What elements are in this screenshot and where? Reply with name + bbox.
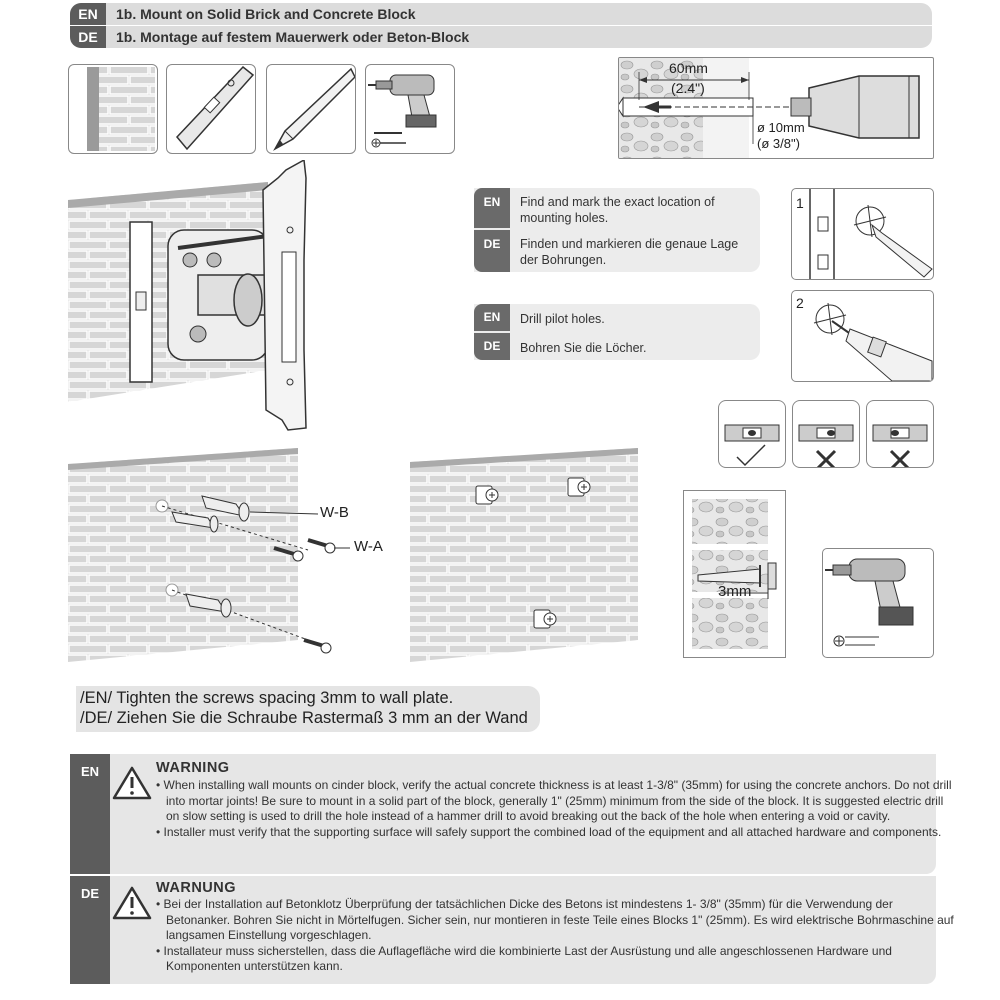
step1-number: 1: [796, 195, 804, 211]
warning-panel-de: [70, 876, 954, 984]
drill-depth-mm: 60mm: [669, 60, 708, 76]
step1-lang-en: EN: [474, 188, 510, 228]
warning-triangle-icon: [112, 886, 152, 920]
step2-lang-de: DE: [474, 333, 510, 360]
step2-drill-detail: [791, 290, 934, 382]
spacing-label: 3mm: [718, 583, 752, 600]
drill-diameter-in: (ø 3/8"): [757, 136, 800, 151]
lang-tag-en: EN: [70, 3, 106, 25]
step1-instructions: [474, 188, 760, 272]
installed-screws-illustration: [408, 444, 644, 666]
tool-brick-wall-icon: [68, 64, 158, 154]
warning-title-en: WARNING: [156, 760, 230, 776]
anchor-insertion-illustration: [68, 444, 398, 666]
warning-lang-de: DE: [70, 876, 110, 984]
step2-instructions: [474, 304, 760, 360]
tool-level-icon: [166, 64, 256, 154]
warning-text-de: [156, 897, 956, 975]
step1-text-de: Finden und markieren die genaue Lage der Bohrungen.: [520, 237, 739, 267]
step2-text-en: Drill pilot holes.: [520, 312, 605, 326]
warning-panel-en: [70, 754, 952, 874]
part-label-wa: W-A: [354, 538, 383, 555]
warning-text-en: [156, 778, 956, 840]
step2-lang-en: EN: [474, 304, 510, 331]
section-title-en: 1b. Mount on Solid Brick and Concrete Block: [116, 6, 416, 22]
screwdriver-drill-detail: [822, 548, 934, 658]
header-de: [70, 26, 932, 48]
drill-diameter-mm: ø 10mm: [757, 120, 805, 135]
spacing-detail: [683, 490, 786, 658]
warning-bullet-de: • Installateur muss sicherstellen, dass die Auflagefläche wird die kombinierte Last der Ausrüstung und alle angeschlossenen Hardware und Komponenten unterstützen kann.: [156, 943, 892, 973]
tighten-note-de: /DE/ Ziehen Sie die Schraube Rastermaß 3 mm an der Wand: [80, 709, 528, 727]
tighten-note-en: /EN/ Tighten the screws spacing 3mm to wall plate.: [80, 689, 454, 707]
step2-text-de: Bohren Sie die Löcher.: [520, 341, 647, 355]
section-title-de: 1b. Montage auf festem Mauerwerk oder Beton-Block: [116, 29, 470, 45]
lang-tag-de: DE: [70, 26, 106, 48]
level-wrong-right-icon: [866, 400, 934, 468]
step1-lang-de: DE: [474, 230, 510, 272]
level-correct-icon: [718, 400, 786, 468]
drill-depth-in: (2.4"): [671, 80, 705, 96]
warning-triangle-icon: [112, 766, 152, 800]
step1-text-en: Find and mark the exact location of mounting holes.: [520, 195, 715, 225]
header-en: [70, 3, 932, 25]
drill-depth-diagram: [618, 57, 934, 159]
step1-mark-detail: [791, 188, 934, 280]
tighten-note: [76, 686, 540, 732]
warning-bullet-de: • Bei der Installation auf Betonklotz Überprüfung der tatsächlichen Dicke des Betons ist mindestens 1- 3/8" (35mm) für die Verwendung der Betonanker. Bohren Sie nicht in Mörtelfugen. Sicher sein, nur montieren in feste Teile eines Blocks 1" (25mm). Es wird elektrische Bohrmaschine auf langsamen Einstellung vorgeschlagen.: [156, 897, 954, 942]
warning-title-de: WARNUNG: [156, 880, 237, 896]
tool-pencil-icon: [266, 64, 356, 154]
warning-bullet-en: • Installer must verify that the supporting surface will safely support the combined load of the equipment and all attached hardware and components.: [156, 824, 942, 839]
wall-mount-illustration: [68, 160, 478, 450]
tool-drill-icon: [365, 64, 455, 154]
warning-bullet-en: • When installing wall mounts on cinder block, verify the actual concrete thickness is at least 1-3/8" (35mm) for using the concrete anchors. Do not drill into mortar joints! Be sure to mount in a solid part of the block, generally 1" (25mm) minimum from the side of the block. It is suggested electric drill on slow setting is used to drill the hole instead of a hammer drill to avoid breaking out the back of the hole when entering a void or cavity.: [156, 778, 952, 823]
warning-lang-en: EN: [70, 754, 110, 874]
level-wrong-left-icon: [792, 400, 860, 468]
step2-number: 2: [796, 295, 804, 311]
part-label-wb: W-B: [320, 504, 349, 521]
